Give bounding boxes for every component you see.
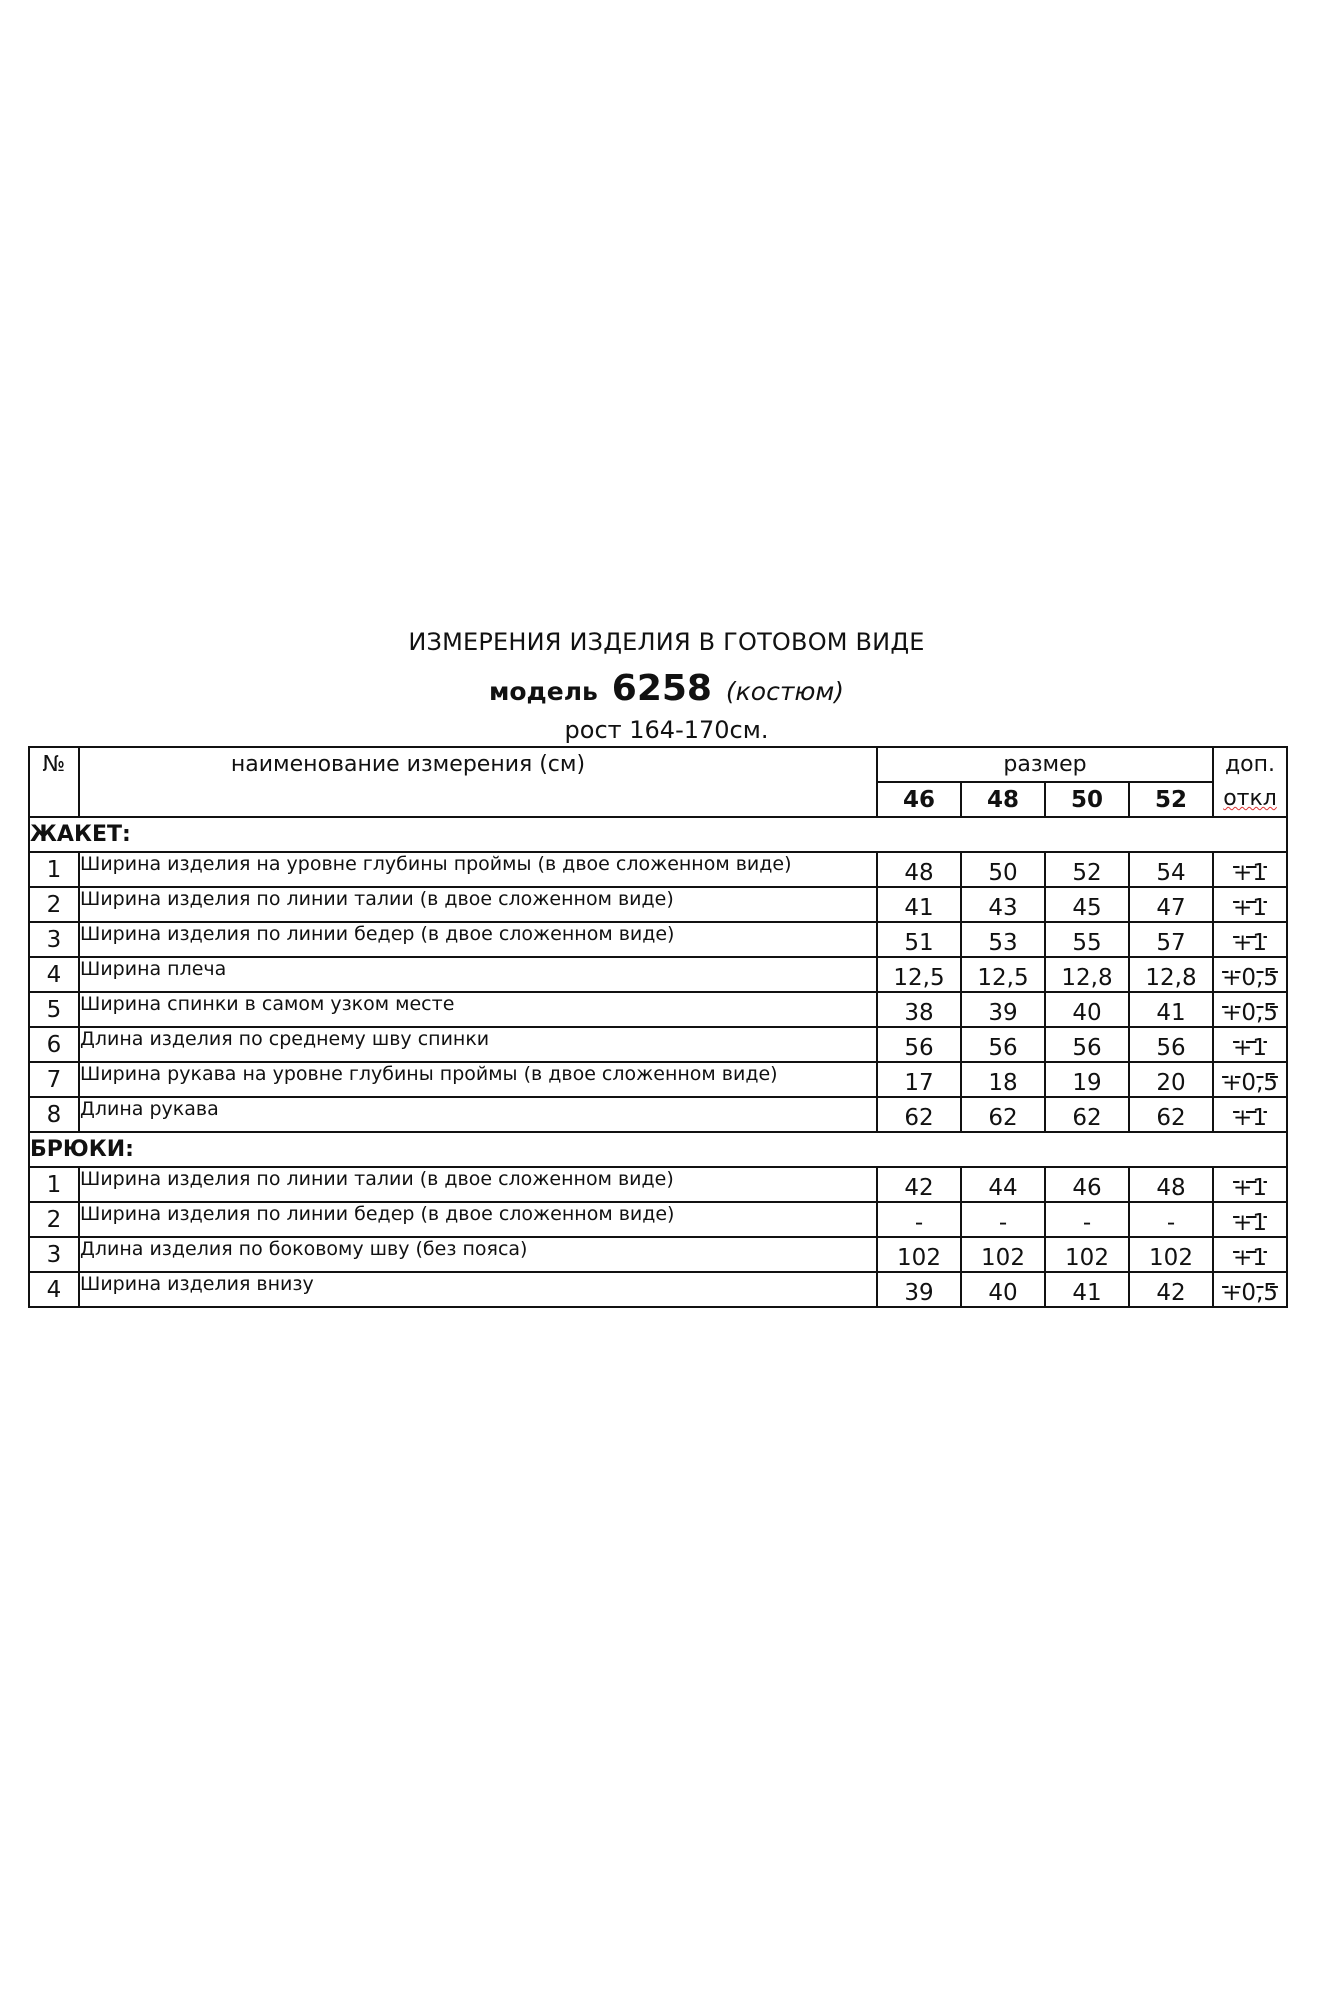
tolerance-value: +1 xyxy=(1233,1035,1267,1061)
measurement-value: 62 xyxy=(877,1097,961,1132)
col-tolerance-header xyxy=(1213,747,1287,817)
size-header: 46 xyxy=(877,782,961,817)
measurement-value: 102 xyxy=(877,1237,961,1272)
measurement-value: 46 xyxy=(1045,1167,1129,1202)
tolerance-cell xyxy=(1213,1202,1287,1237)
table-row xyxy=(29,957,1287,992)
tolerance-value: +0,5 xyxy=(1222,1070,1278,1096)
row-number: 6 xyxy=(29,1027,79,1062)
growth-range: рост 164-170см. xyxy=(564,716,769,744)
measurement-value: 102 xyxy=(1129,1237,1213,1272)
tolerance-value: +1 xyxy=(1233,1105,1267,1131)
measurement-value: 52 xyxy=(1045,852,1129,887)
measurement-value: 53 xyxy=(961,922,1045,957)
measurement-value: 50 xyxy=(961,852,1045,887)
measurement-value: 12,8 xyxy=(1045,957,1129,992)
measurement-value: 40 xyxy=(961,1272,1045,1307)
tolerance-value: +0,5 xyxy=(1222,1000,1278,1026)
measurement-value: 48 xyxy=(877,852,961,887)
tolerance-value: +0,5 xyxy=(1222,965,1278,991)
tolerance-cell xyxy=(1213,922,1287,957)
measurement-value: 56 xyxy=(961,1027,1045,1062)
measurement-value: 51 xyxy=(877,922,961,957)
col-number-header: № xyxy=(29,747,79,817)
model-number: 6258 xyxy=(611,668,712,709)
measurement-value: 42 xyxy=(877,1167,961,1202)
measurement-value: - xyxy=(961,1202,1045,1237)
measurement-name: Ширина рукава на уровне глубины проймы (в двое сложенном виде) xyxy=(79,1062,877,1097)
measurement-name: Длина изделия по среднему шву спинки xyxy=(79,1027,877,1062)
tolerance-cell xyxy=(1213,1097,1287,1132)
section-title: ЖАКЕТ: xyxy=(29,817,1287,852)
measurement-value: 20 xyxy=(1129,1062,1213,1097)
row-number: 3 xyxy=(29,922,79,957)
table-row xyxy=(29,922,1287,957)
measurement-value: 41 xyxy=(1129,992,1213,1027)
measurement-value: 17 xyxy=(877,1062,961,1097)
model-line xyxy=(0,668,1333,709)
section-title: БРЮКИ: xyxy=(29,1132,1287,1167)
table-row xyxy=(29,1097,1287,1132)
tolerance-value: +1 xyxy=(1233,930,1267,956)
measurement-value: - xyxy=(1045,1202,1129,1237)
measurement-value: 19 xyxy=(1045,1062,1129,1097)
measurement-name: Длина изделия по боковому шву (без пояса) xyxy=(79,1237,877,1272)
tolerance-cell xyxy=(1213,992,1287,1027)
table-row xyxy=(29,887,1287,922)
measurement-value: 62 xyxy=(1045,1097,1129,1132)
col-size-header: размер xyxy=(877,747,1213,782)
col-name-header: наименование измерения (см) xyxy=(79,747,877,817)
measurement-value: 12,5 xyxy=(961,957,1045,992)
tolerance-label-2: откл xyxy=(1223,786,1277,811)
tolerance-value: +1 xyxy=(1233,860,1267,886)
measurement-name: Ширина изделия по линии бедер (в двое сложенном виде) xyxy=(79,1202,877,1237)
measurement-name: Ширина спинки в самом узком месте xyxy=(79,992,877,1027)
row-number: 2 xyxy=(29,887,79,922)
measurement-value: 56 xyxy=(877,1027,961,1062)
measurement-value: 39 xyxy=(877,1272,961,1307)
measurement-name: Ширина изделия по линии талии (в двое сложенном виде) xyxy=(79,1167,877,1202)
section-row xyxy=(29,1132,1287,1167)
measurement-value: 48 xyxy=(1129,1167,1213,1202)
measurements-table xyxy=(28,746,1288,1308)
measurement-value: 54 xyxy=(1129,852,1213,887)
size-header: 52 xyxy=(1129,782,1213,817)
page-title: ИЗМЕРЕНИЯ ИЗДЕЛИЯ В ГОТОВОМ ВИДЕ xyxy=(408,628,925,656)
model-kind: (костюм) xyxy=(725,677,845,706)
table-row xyxy=(29,1027,1287,1062)
table-row xyxy=(29,1202,1287,1237)
table-row xyxy=(29,1272,1287,1307)
tolerance-value: +1 xyxy=(1233,1245,1267,1271)
tolerance-value: +1 xyxy=(1233,1175,1267,1201)
tolerance-value: +0,5 xyxy=(1222,1280,1278,1306)
row-number: 1 xyxy=(29,852,79,887)
measurement-name: Ширина изделия внизу xyxy=(79,1272,877,1307)
measurement-name: Ширина плеча xyxy=(79,957,877,992)
tolerance-cell xyxy=(1213,852,1287,887)
measurement-value: 41 xyxy=(1045,1272,1129,1307)
table-row xyxy=(29,852,1287,887)
table-row xyxy=(29,1062,1287,1097)
row-number: 4 xyxy=(29,1272,79,1307)
row-number: 5 xyxy=(29,992,79,1027)
measurement-name: Ширина изделия по линии талии (в двое сложенном виде) xyxy=(79,887,877,922)
measurement-value: 12,5 xyxy=(877,957,961,992)
measurement-value: 57 xyxy=(1129,922,1213,957)
measurement-value: 40 xyxy=(1045,992,1129,1027)
measurement-name: Длина рукава xyxy=(79,1097,877,1132)
measurement-value: 45 xyxy=(1045,887,1129,922)
table-row xyxy=(29,1237,1287,1272)
measurement-value: 18 xyxy=(961,1062,1045,1097)
measurement-value: 39 xyxy=(961,992,1045,1027)
tolerance-cell xyxy=(1213,1237,1287,1272)
row-number: 4 xyxy=(29,957,79,992)
measurement-value: 38 xyxy=(877,992,961,1027)
table-row xyxy=(29,1167,1287,1202)
section-row xyxy=(29,817,1287,852)
row-number: 8 xyxy=(29,1097,79,1132)
tolerance-value: +1 xyxy=(1233,1210,1267,1236)
tolerance-cell xyxy=(1213,1062,1287,1097)
tolerance-cell xyxy=(1213,887,1287,922)
row-number: 3 xyxy=(29,1237,79,1272)
table-row xyxy=(29,992,1287,1027)
measurement-value: 56 xyxy=(1045,1027,1129,1062)
measurement-value: 55 xyxy=(1045,922,1129,957)
row-number: 1 xyxy=(29,1167,79,1202)
measurement-value: 102 xyxy=(1045,1237,1129,1272)
size-header: 48 xyxy=(961,782,1045,817)
measurement-value: 44 xyxy=(961,1167,1045,1202)
measurement-name: Ширина изделия по линии бедер (в двое сложенном виде) xyxy=(79,922,877,957)
measurement-value: 56 xyxy=(1129,1027,1213,1062)
header-row-1 xyxy=(29,747,1287,782)
measurement-value: 102 xyxy=(961,1237,1045,1272)
row-number: 7 xyxy=(29,1062,79,1097)
tolerance-cell xyxy=(1213,1027,1287,1062)
measurement-value: - xyxy=(877,1202,961,1237)
tolerance-cell xyxy=(1213,957,1287,992)
measurement-value: - xyxy=(1129,1202,1213,1237)
measurement-value: 47 xyxy=(1129,887,1213,922)
measurement-value: 12,8 xyxy=(1129,957,1213,992)
row-number: 2 xyxy=(29,1202,79,1237)
tolerance-label-1: доп. xyxy=(1224,752,1276,777)
measurement-value: 62 xyxy=(961,1097,1045,1132)
tolerance-value: +1 xyxy=(1233,895,1267,921)
measurement-name: Ширина изделия на уровне глубины проймы (в двое сложенном виде) xyxy=(79,852,877,887)
tolerance-cell xyxy=(1213,1167,1287,1202)
measurement-value: 62 xyxy=(1129,1097,1213,1132)
measurement-value: 41 xyxy=(877,887,961,922)
size-header: 50 xyxy=(1045,782,1129,817)
tolerance-cell xyxy=(1213,1272,1287,1307)
measurement-value: 42 xyxy=(1129,1272,1213,1307)
model-label: модель xyxy=(488,677,598,706)
measurement-value: 43 xyxy=(961,887,1045,922)
